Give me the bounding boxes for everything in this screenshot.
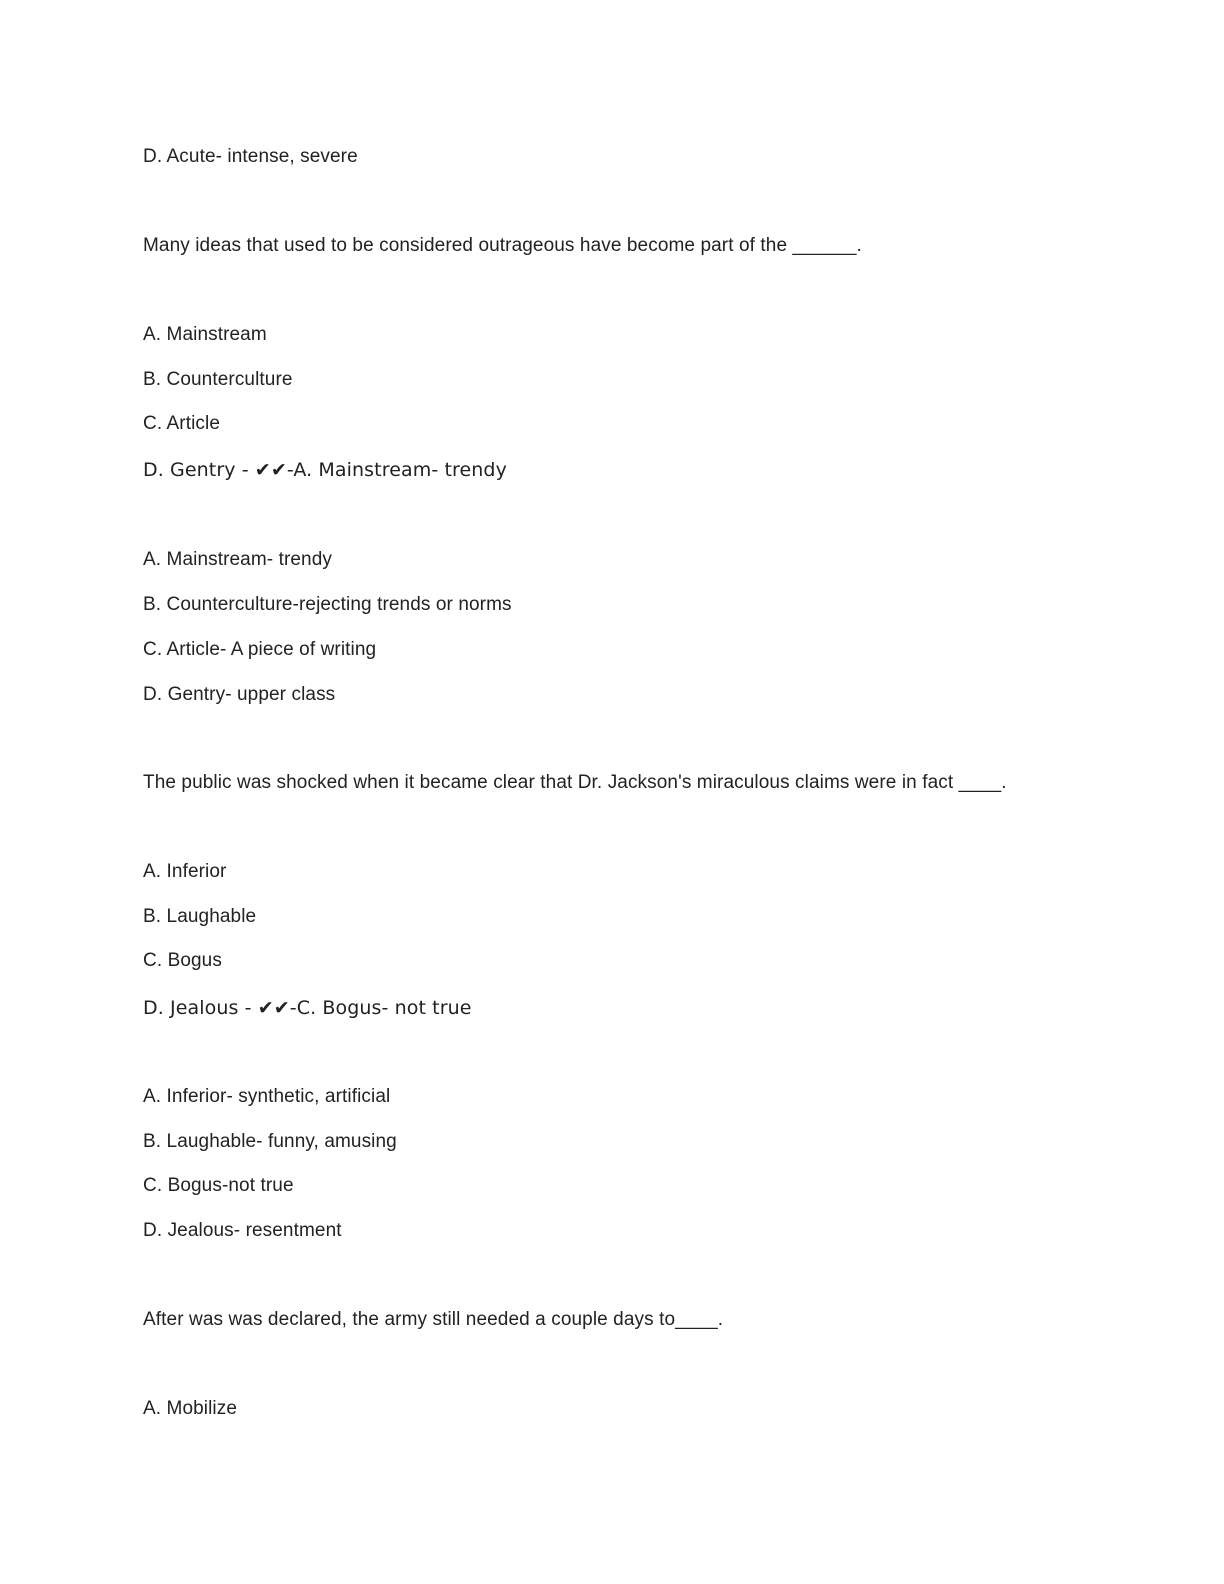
answer-option: C. Bogus xyxy=(143,950,222,971)
answer-explanation-line: D. Acute- intense, severe xyxy=(143,146,358,167)
question-text: After was was declared, the army still needed a couple days to____. xyxy=(143,1309,724,1330)
answer-option: A. Mainstream xyxy=(143,324,267,345)
answer-option-with-key: D. Jealous - ✔✔-C. Bogus- not true xyxy=(143,997,472,1019)
answer-explanation-line: B. Counterculture-rejecting trends or norms xyxy=(143,594,512,615)
answer-explanation-line: A. Mainstream- trendy xyxy=(143,549,332,570)
answer-option: C. Article xyxy=(143,413,221,434)
answer-explanation-line: C. Bogus-not true xyxy=(143,1175,294,1196)
answer-explanation-line: A. Inferior- synthetic, artificial xyxy=(143,1086,391,1107)
answer-explanation-line: D. Jealous- resentment xyxy=(143,1220,342,1241)
answer-option: B. Laughable xyxy=(143,906,257,927)
answer-option: A. Mobilize xyxy=(143,1398,238,1419)
question-text: The public was shocked when it became clear that Dr. Jackson's miraculous claims were in fact ____. xyxy=(143,772,1007,793)
answer-option: A. Inferior xyxy=(143,861,227,882)
question-text: Many ideas that used to be considered outrageous have become part of the ______. xyxy=(143,235,862,256)
answer-option: B. Counterculture xyxy=(143,369,293,390)
answer-explanation-line: C. Article- A piece of writing xyxy=(143,639,377,660)
answer-explanation-line: B. Laughable- funny, amusing xyxy=(143,1131,397,1152)
answer-option-with-key: D. Gentry - ✔✔-A. Mainstream- trendy xyxy=(143,459,507,481)
answer-explanation-line: D. Gentry- upper class xyxy=(143,684,336,705)
